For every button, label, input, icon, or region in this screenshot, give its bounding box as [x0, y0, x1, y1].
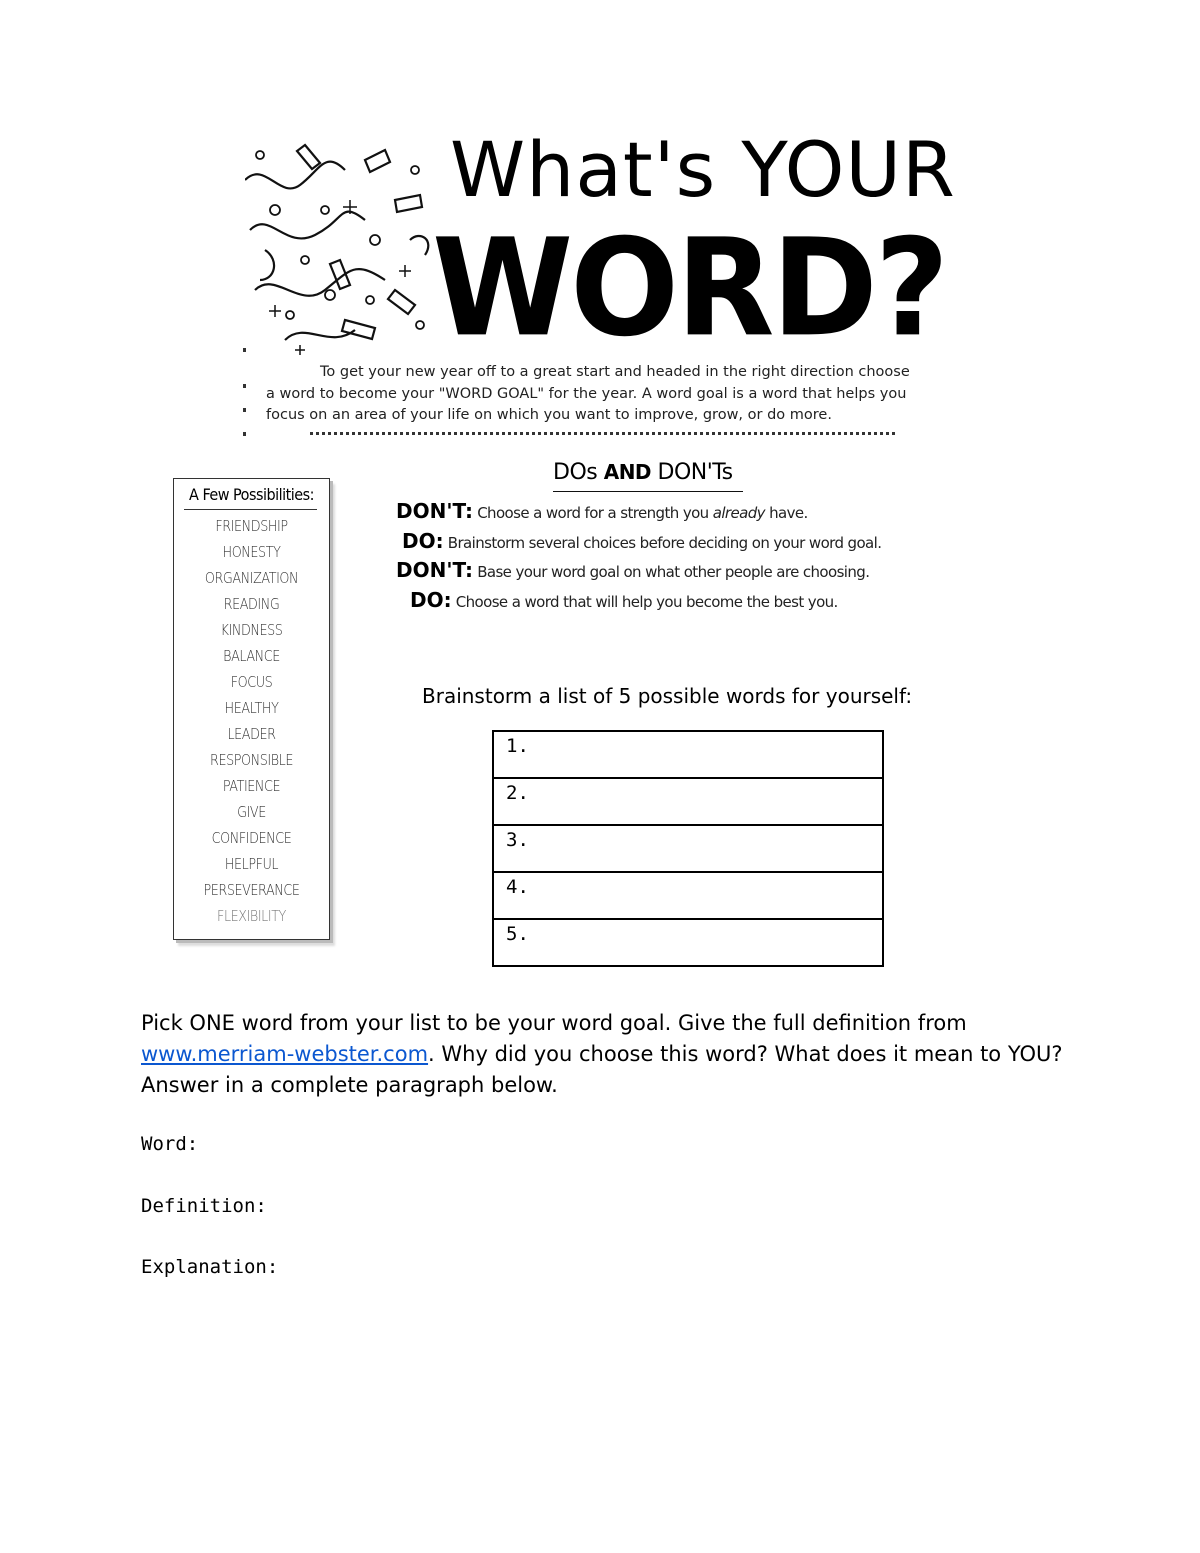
table-row	[493, 919, 883, 966]
dotted-divider	[310, 432, 895, 435]
row-text: Choose a word for a strength you	[477, 504, 709, 522]
list-item: HONESTY	[222, 543, 281, 561]
dos-donts-row	[396, 499, 808, 523]
list-item: FRIENDSHIP	[215, 517, 288, 535]
row-text-tail: have.	[769, 504, 808, 522]
brainstorm-cell[interactable]: 4.	[493, 872, 883, 919]
list-item: CONFIDENCE	[211, 829, 292, 847]
table-row	[493, 731, 883, 778]
dos-title-part: DOs	[553, 460, 598, 485]
brainstorm-cell[interactable]: 2.	[493, 778, 883, 825]
title-line-1: What's YOUR	[450, 125, 956, 214]
possibilities-list	[174, 513, 329, 929]
row-emphasis: already	[712, 504, 765, 522]
intro-line-3: focus on an area of your life on which you want to improve, grow, or do more.	[266, 407, 832, 423]
list-item: FLEXIBILITY	[217, 907, 286, 925]
and-title-part: AND	[603, 460, 652, 484]
possibilities-title: A Few Possibilities:	[189, 485, 314, 504]
row-text: Choose a word that will help you become the best you.	[455, 593, 838, 611]
row-text: Base your word goal on what other people are choosing.	[477, 563, 870, 581]
possibilities-title-underline	[184, 509, 317, 510]
instructions-text-2: . Why did you choose this word? What does it mean to YOU? Answer in a complete paragraph below.	[141, 1042, 1063, 1097]
possibilities-card	[173, 478, 330, 940]
dos-donts-row	[402, 529, 881, 553]
list-item: READING	[223, 595, 280, 613]
decorative-ticks	[243, 348, 247, 438]
brainstorm-cell[interactable]: 1.	[493, 731, 883, 778]
title-word: WORD?	[432, 210, 947, 367]
list-item: KINDNESS	[220, 621, 283, 639]
dos-donts-row	[396, 558, 869, 582]
list-item: GIVE	[237, 803, 266, 821]
list-item: HEALTHY	[224, 699, 279, 717]
dos-donts-title	[553, 460, 733, 485]
definition-label: Definition:	[141, 1195, 267, 1217]
list-item: FOCUS	[230, 673, 273, 691]
brainstorm-cell[interactable]: 3.	[493, 825, 883, 872]
row-label: DON'T:	[396, 558, 474, 582]
instructions-text-1: Pick ONE word from your list to be your word goal. Give the full definition from	[141, 1011, 967, 1035]
table-row	[493, 872, 883, 919]
row-label: DO:	[402, 529, 444, 553]
merriam-webster-link[interactable]: www.merriam-webster.com	[141, 1042, 429, 1066]
word-label: Word:	[141, 1133, 199, 1155]
list-item: ORGANIZATION	[204, 569, 299, 587]
intro-line-1: To get your new year off to a great start and headed in the right direction choose	[320, 364, 910, 380]
brainstorm-prompt: Brainstorm a list of 5 possible words for yourself:	[422, 684, 913, 708]
donts-title-part: DON'Ts	[657, 460, 733, 485]
instructions-paragraph	[141, 1008, 1071, 1101]
list-item: BALANCE	[223, 647, 280, 665]
list-item: LEADER	[227, 725, 276, 743]
intro-text	[266, 362, 966, 427]
row-text: Brainstorm several choices before deciding on your word goal.	[447, 534, 882, 552]
row-label: DON'T:	[396, 499, 474, 523]
dos-donts-underline	[553, 491, 743, 492]
brainstorm-table	[492, 730, 884, 967]
table-row	[493, 778, 883, 825]
table-row	[493, 825, 883, 872]
row-label: DO:	[410, 588, 452, 612]
list-item: HELPFUL	[224, 855, 279, 873]
dos-donts-row	[410, 588, 838, 612]
confetti-illustration	[245, 140, 440, 355]
brainstorm-cell[interactable]: 5.	[493, 919, 883, 966]
intro-line-2: a word to become your "WORD GOAL" for the year. A word goal is a word that helps you	[266, 385, 907, 402]
explanation-label: Explanation:	[141, 1256, 279, 1278]
list-item: PATIENCE	[222, 777, 281, 795]
list-item: PERSEVERANCE	[203, 881, 300, 899]
list-item: RESPONSIBLE	[210, 751, 293, 769]
